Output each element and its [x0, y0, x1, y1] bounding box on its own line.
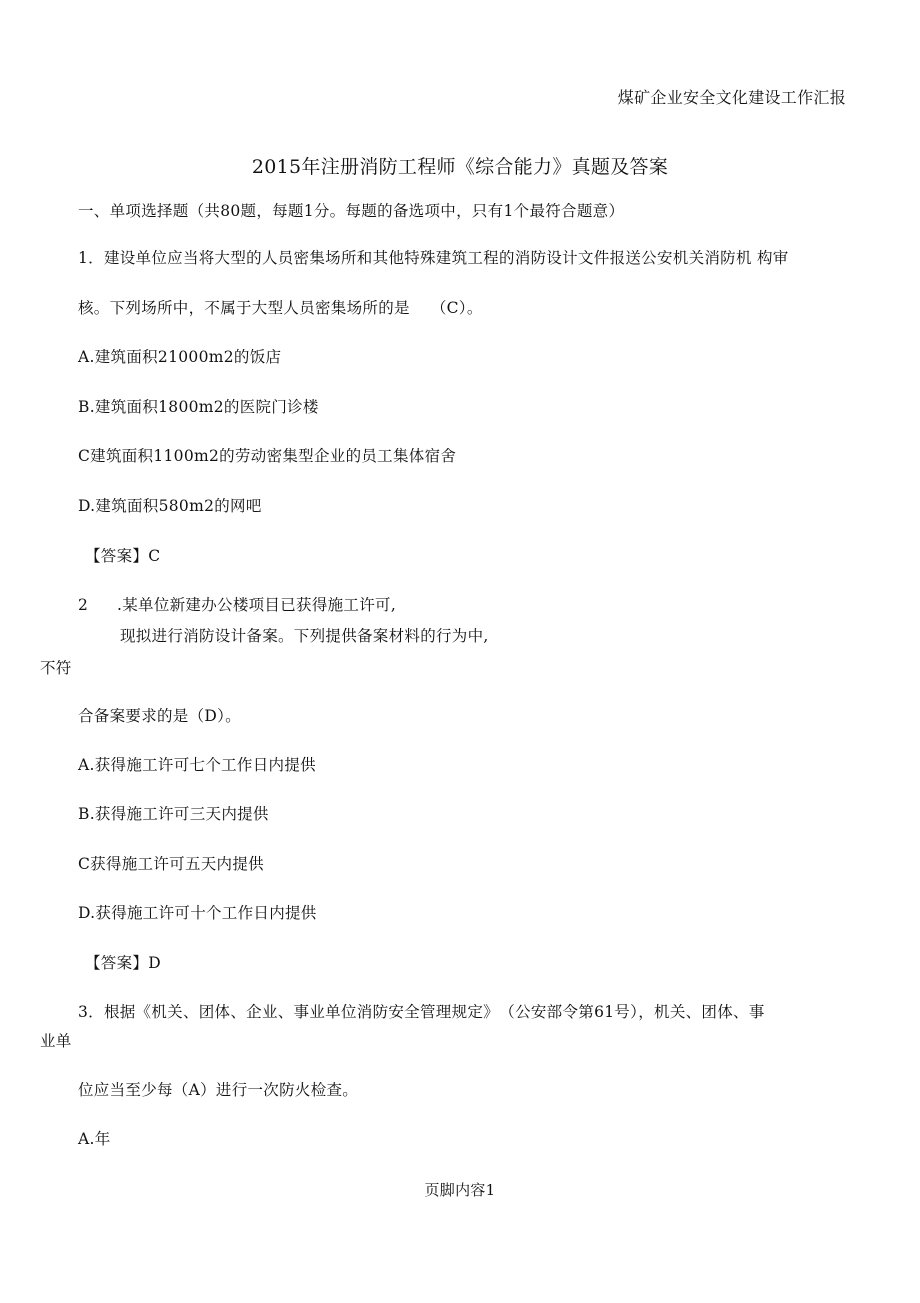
question-1-option-d: D.建筑面积580m2的网吧	[78, 497, 262, 515]
question-3-stem-line-1: 3．根据《机关、团体、企业、事业单位消防安全管理规定》 （公安部令第61号），机关、团体、事	[78, 1003, 765, 1021]
question-3-option-a: A.年	[78, 1130, 111, 1148]
question-2-stem-part-1: .某单位新建办公楼项目已获得施工许可,	[117, 596, 397, 614]
question-2-stem-part-2: 现拟进行消防设计备案。下列提供备案材料的行为中,	[120, 627, 489, 645]
question-2-answer: 【答案】D	[85, 954, 161, 972]
question-1-option-c: C建筑面积1100m2的劳动密集型企业的员工集体宿舍	[78, 447, 457, 465]
question-2-option-c: C获得施工许可五天内提供	[78, 855, 264, 873]
question-2-option-b: B.获得施工许可三天内提供	[78, 805, 269, 823]
question-2-stem-part-4: 合备案要求的是（D）。	[78, 707, 241, 725]
question-2-option-d: D.获得施工许可十个工作日内提供	[78, 904, 317, 922]
question-1-option-b: B.建筑面积1800m2的医院门诊楼	[78, 398, 319, 416]
question-3-stem-line-2: 业单	[40, 1032, 72, 1050]
question-1-option-a: A.建筑面积21000m2的饭店	[78, 348, 282, 366]
question-2-stem-part-3: 不符	[40, 659, 72, 677]
question-3-stem-line-3: 位应当至少每（A）进行一次防火检查。	[78, 1081, 359, 1099]
question-1-stem-line-2: 核。下列场所中，不属于大型人员密集场所的是 （C）。	[78, 299, 483, 317]
question-2-number: 2	[78, 596, 89, 614]
question-1-answer: 【答案】C	[85, 547, 161, 565]
question-1-stem-line-1: 1．建设单位应当将大型的人员密集场所和其他特殊建筑工程的消防设计文件报送公安机关消防机 构审	[78, 249, 789, 267]
section-heading: 一、单项选择题（共80题，每题1分。每题的备选项中，只有1个最符合题意）	[78, 202, 625, 220]
document-title: 2015年注册消防工程师《综合能力》真题及答案	[251, 156, 669, 178]
question-2-option-a: A.获得施工许可七个工作日内提供	[78, 756, 316, 774]
page-footer: 页脚内容1	[424, 1181, 496, 1199]
page-header: 煤矿企业安全文化建设工作汇报	[617, 88, 846, 107]
